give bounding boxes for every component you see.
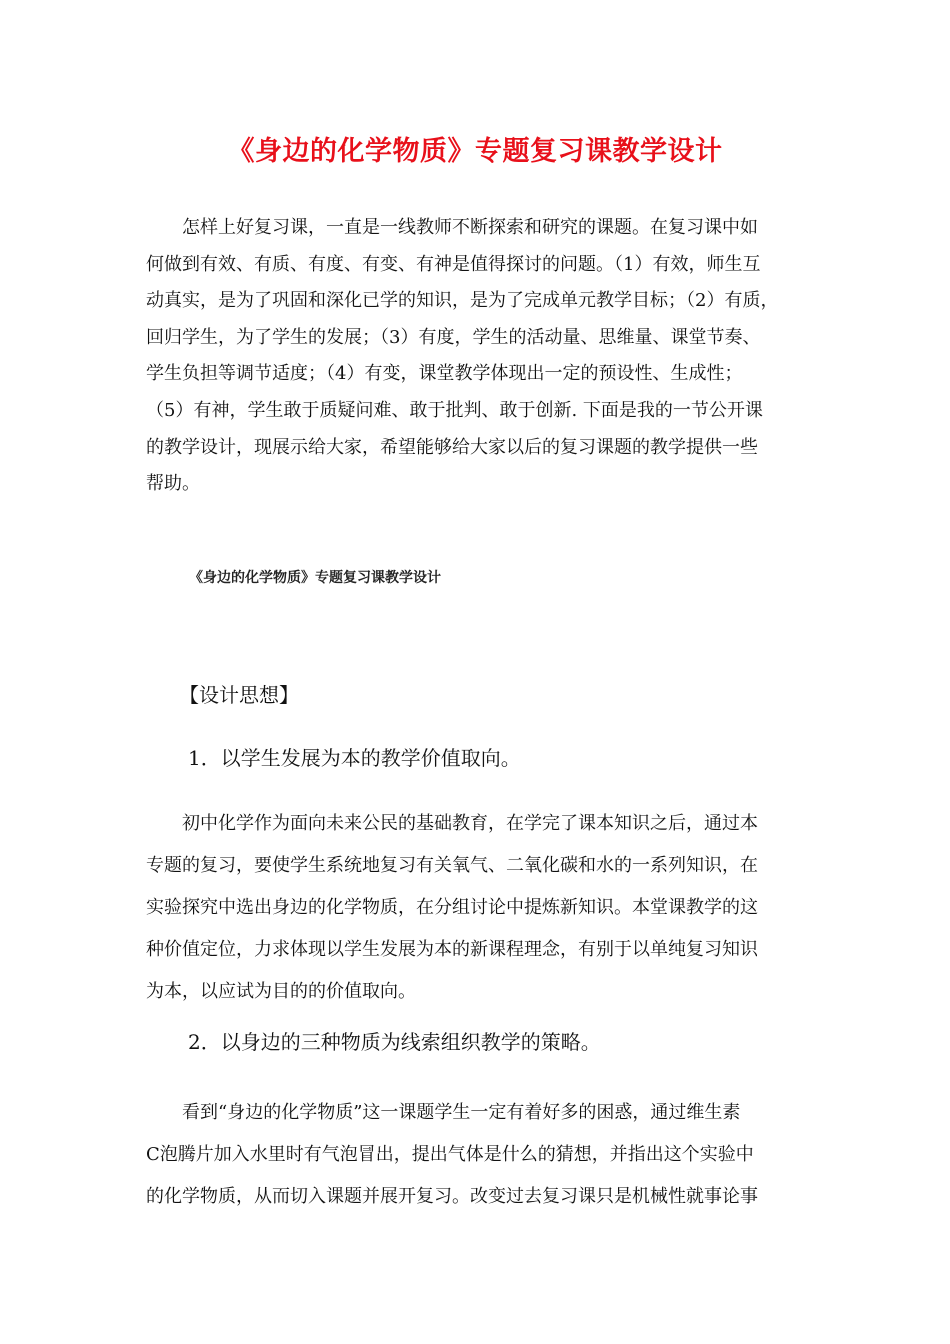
point-1-heading: 1．以学生发展为本的教学价值取向。 (188, 746, 521, 770)
point-1-line: 专题的复习，要使学生系统地复习有关氧气、二氧化碳和水的一系列知识，在 (146, 855, 758, 876)
subtitle: 《身边的化学物质》专题复习课教学设计 (189, 570, 441, 586)
intro-line: 的教学设计，现展示给大家，希望能够给大家以后的复习课题的教学提供一些 (146, 436, 758, 458)
intro-line: （5）有神，学生敢于质疑问难、敢于批判、敢于创新. 下面是我的一节公开课 (146, 399, 763, 421)
intro-line: 何做到有效、有质、有度、有变、有神是值得探讨的问题。（1）有效，师生互 (146, 253, 761, 275)
point-2-line: 的化学物质，从而切入课题并展开复习。改变过去复习课只是机械性就事论事 (146, 1186, 758, 1207)
intro-line: 动真实，是为了巩固和深化已学的知识，是为了完成单元教学目标；（2）有质， (146, 290, 779, 312)
point-1-line: 实验探究中选出身边的化学物质，在分组讨论中提炼新知识。本堂课教学的这 (146, 897, 758, 918)
intro-line: 怎样上好复习课，一直是一线教师不断探索和研究的课题。在复习课中如 (182, 217, 758, 238)
point-1-line: 为本，以应试为目的的价值取向。 (146, 981, 416, 1002)
point-2-line: C泡腾片加入水里时有气泡冒出，提出气体是什么的猜想，并指出这个实验中 (146, 1144, 754, 1165)
intro-line: 回归学生，为了学生的发展；（3）有度，学生的活动量、思维量、课堂节奏、 (146, 326, 761, 348)
intro-paragraph (146, 210, 826, 503)
point-1-paragraph (146, 803, 826, 1013)
page-title: 《身边的化学物质》专题复习课教学设计 (227, 136, 723, 167)
point-2-paragraph (146, 1092, 826, 1218)
point-2-heading: 2．以身边的三种物质为线索组织教学的策略。 (188, 1030, 601, 1054)
point-1-line: 初中化学作为面向未来公民的基础教育，在学完了课本知识之后，通过本 (182, 813, 758, 834)
section-heading: 【设计思想】 (179, 683, 299, 707)
intro-line: 学生负担等调节适度；（4）有变，课堂教学体现出一定的预设性、生成性； (146, 363, 743, 385)
intro-line: 帮助。 (146, 473, 200, 495)
point-1-line: 种价值定位，力求体现以学生发展为本的新课程理念，有别于以单纯复习知识 (146, 939, 758, 960)
point-2-line: 看到“身边的化学物质”这一课题学生一定有着好多的困惑，通过维生素 (182, 1102, 741, 1123)
